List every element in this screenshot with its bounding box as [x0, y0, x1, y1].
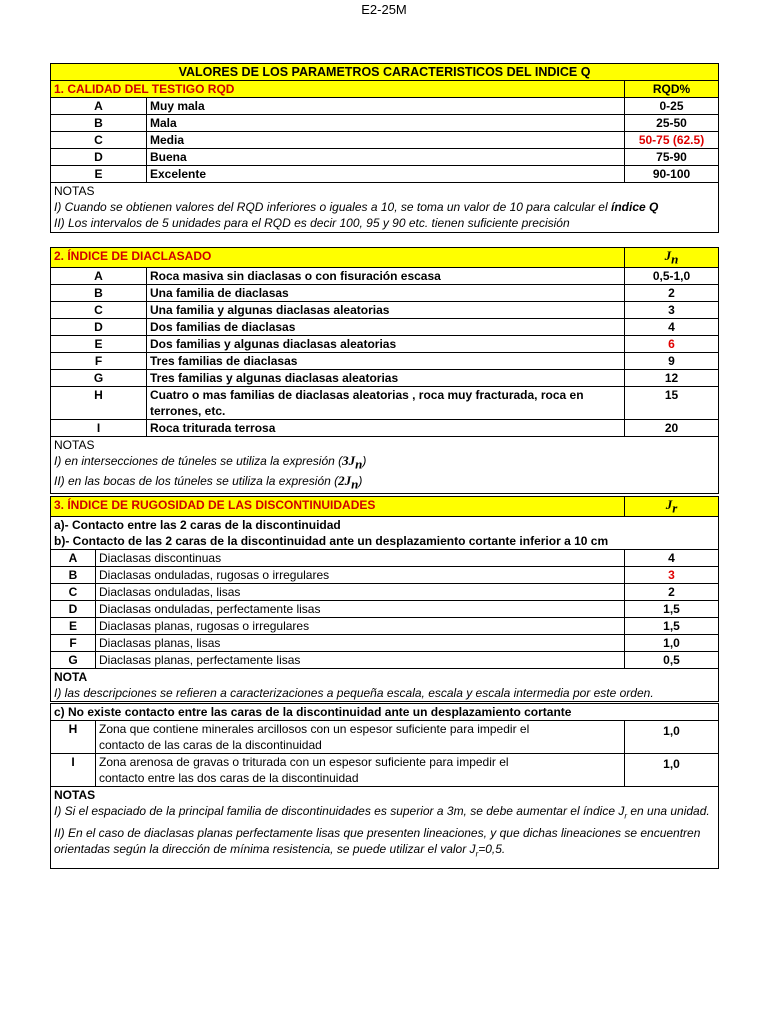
row-code: D [51, 601, 96, 618]
row-value: 75-90 [625, 149, 719, 166]
row-value: 1,5 [625, 601, 719, 618]
row-code: I [51, 420, 147, 437]
notes-title: NOTAS [54, 788, 96, 803]
row-desc: Buena [147, 149, 625, 166]
row-desc: Diaclasas planas, rugosas o irregulares [96, 618, 625, 635]
row-value: 2 [625, 584, 719, 601]
table-row [51, 550, 719, 567]
note-line: I) Cuando se obtienen valores del RQD inferiores o iguales a 10, se toma un valor de 10 para calcular el índice Q [54, 200, 659, 214]
jr-unit: $J_r$ [625, 497, 719, 517]
row-value: 9 [625, 353, 719, 370]
rqd-unit: RQD% [625, 81, 719, 98]
row-value: 0-25 [625, 98, 719, 115]
row-value: 0,5 [625, 652, 719, 669]
page-code: E2-25M [361, 2, 407, 17]
row-value: 1,0 [625, 635, 719, 652]
row-code: I [51, 754, 96, 787]
row-desc: Roca triturada terrosa [147, 420, 625, 437]
table-row [51, 601, 719, 618]
row-code: C [51, 132, 147, 149]
table-row [51, 370, 719, 387]
row-desc: Diaclasas discontinuas [96, 550, 625, 567]
row-desc: Una familia de diaclasas [147, 285, 625, 302]
rqd-header: 1. CALIDAD DEL TESTIGO RQD [51, 81, 625, 98]
row-code: H [51, 721, 96, 754]
row-value: 4 [625, 550, 719, 567]
row-value: 4 [625, 319, 719, 336]
row-value: 2 [625, 285, 719, 302]
note-line: I) las descripciones se refieren a caracterizaciones a pequeña escala, escala y escala intermedia por este orden. [54, 686, 654, 701]
row-code: A [51, 550, 96, 567]
jn-unit: $J_n$ [625, 248, 719, 268]
subsection-a: a)- Contacto entre las 2 caras de la discontinuidad [54, 518, 341, 533]
subsection-b: b)- Contacto de las 2 caras de la discontinuidad ante un desplazamiento cortante inferior a 10 cm [54, 534, 609, 549]
table-row [51, 302, 719, 319]
row-value-highlight: 6 [625, 336, 719, 353]
table-row [51, 721, 719, 754]
row-desc: Diaclasas onduladas, perfectamente lisas [96, 601, 625, 618]
row-value: 1,5 [625, 618, 719, 635]
subsection-c: c) No existe contacto entre las caras de la discontinuidad ante un desplazamiento cortante [51, 703, 719, 721]
note-line: II) En el caso de diaclasas planas perfectamente lisas que presenten lineaciones, y que dichas lineaciones se encuentren orientadas según la dirección de mínima resistencia, se puede utilizar el valor $J_r=0,5$. [54, 825, 701, 859]
row-code: E [51, 166, 147, 183]
table-row [51, 584, 719, 601]
notes-title: NOTAS [54, 184, 95, 198]
row-desc: Tres familias y algunas diaclasas aleatorias [147, 370, 625, 387]
row-desc: Cuatro o mas familias de diaclasas aleatorias , roca muy fracturada, roca en terrones, etc. [147, 387, 625, 420]
row-code: F [51, 353, 147, 370]
row-value: 1,0 [625, 721, 719, 754]
notes-cell [51, 183, 719, 233]
notes-cell [51, 437, 719, 494]
row-code: A [51, 98, 147, 115]
row-desc: Mala [147, 115, 625, 132]
row-value: 3 [625, 302, 719, 319]
row-value: 90-100 [625, 166, 719, 183]
table-row [51, 618, 719, 635]
table-row [51, 166, 719, 183]
row-desc: Zona arenosa de gravas o triturada con un espesor suficiente para impedir el contacto entre las dos caras de la discontinuidad [96, 754, 625, 787]
row-desc: Dos familias y algunas diaclasas aleatorias [147, 336, 625, 353]
row-code: B [51, 115, 147, 132]
row-desc: Diaclasas onduladas, rugosas o irregulares [96, 567, 625, 584]
note-line: II) en las bocas de los túneles se utiliza la expresión $(2J_n)$ [54, 472, 363, 492]
row-desc: Diaclasas planas, lisas [96, 635, 625, 652]
table-row [51, 336, 719, 353]
row-code: E [51, 618, 96, 635]
table-row [51, 115, 719, 132]
table-row [51, 132, 719, 149]
jr-header: 3. ÍNDICE DE RUGOSIDAD DE LAS DISCONTINUIDADES [51, 497, 625, 517]
rqd-table [50, 63, 719, 233]
note-line: I) Si el espaciado de la principal familia de discontinuidades es superior a 3m, se debe aumentar el índice $J_r$ en una unidad. [54, 804, 710, 821]
row-desc: Dos familias de diaclasas [147, 319, 625, 336]
jr-table [50, 496, 719, 869]
table-row [51, 420, 719, 437]
row-code: G [51, 370, 147, 387]
row-value: 25-50 [625, 115, 719, 132]
row-value: 1,0 [625, 754, 719, 787]
subsection-labels [51, 517, 719, 550]
row-code: G [51, 652, 96, 669]
table-row [51, 754, 719, 787]
row-code: H [51, 387, 147, 420]
jn-table [50, 247, 719, 494]
note-line: II) Los intervalos de 5 unidades para el RQD es decir 100, 95 y 90 etc. tienen suficiente precisión [54, 216, 570, 230]
table-row [51, 353, 719, 370]
row-value: 20 [625, 420, 719, 437]
table-row [51, 567, 719, 584]
row-value: 0,5-1,0 [625, 268, 719, 285]
row-desc: Muy mala [147, 98, 625, 115]
row-code: A [51, 268, 147, 285]
row-code: D [51, 319, 147, 336]
row-value: 12 [625, 370, 719, 387]
table-row [51, 285, 719, 302]
row-desc: Media [147, 132, 625, 149]
nota-title: NOTA [54, 670, 88, 685]
row-code: E [51, 336, 147, 353]
row-code: C [51, 584, 96, 601]
table-row [51, 98, 719, 115]
row-desc: Tres familias de diaclasas [147, 353, 625, 370]
nota-cell [51, 669, 719, 703]
row-code: B [51, 285, 147, 302]
row-value-highlight: 50-75 (62.5) [625, 132, 719, 149]
notes-title: NOTAS [54, 438, 95, 453]
table-row [51, 652, 719, 669]
table-row [51, 635, 719, 652]
row-desc: Una familia y algunas diaclasas aleatorias [147, 302, 625, 319]
table-row [51, 319, 719, 336]
row-desc: Diaclasas planas, perfectamente lisas [96, 652, 625, 669]
jn-header: 2. ÍNDICE DE DIACLASADO [51, 248, 625, 268]
row-desc: Zona que contiene minerales arcillosos con un espesor suficiente para impedir el contacto de las caras de la discontinuidad [96, 721, 625, 754]
row-desc: Excelente [147, 166, 625, 183]
table-row [51, 387, 719, 420]
row-code: D [51, 149, 147, 166]
row-code: C [51, 302, 147, 319]
row-desc: Roca masiva sin diaclasas o con fisuración escasa [147, 268, 625, 285]
note-line: I) en intersecciones de túneles se utiliza la expresión $(3J_n)$ [54, 453, 367, 472]
table-row [51, 149, 719, 166]
row-code: F [51, 635, 96, 652]
row-value-highlight: 3 [625, 567, 719, 584]
row-code: B [51, 567, 96, 584]
notes-cell [51, 787, 719, 869]
table-title: VALORES DE LOS PARAMETROS CARACTERISTICOS DEL INDICE Q [51, 64, 719, 81]
row-value: 15 [625, 387, 719, 420]
table-row [51, 268, 719, 285]
row-desc: Diaclasas onduladas, lisas [96, 584, 625, 601]
